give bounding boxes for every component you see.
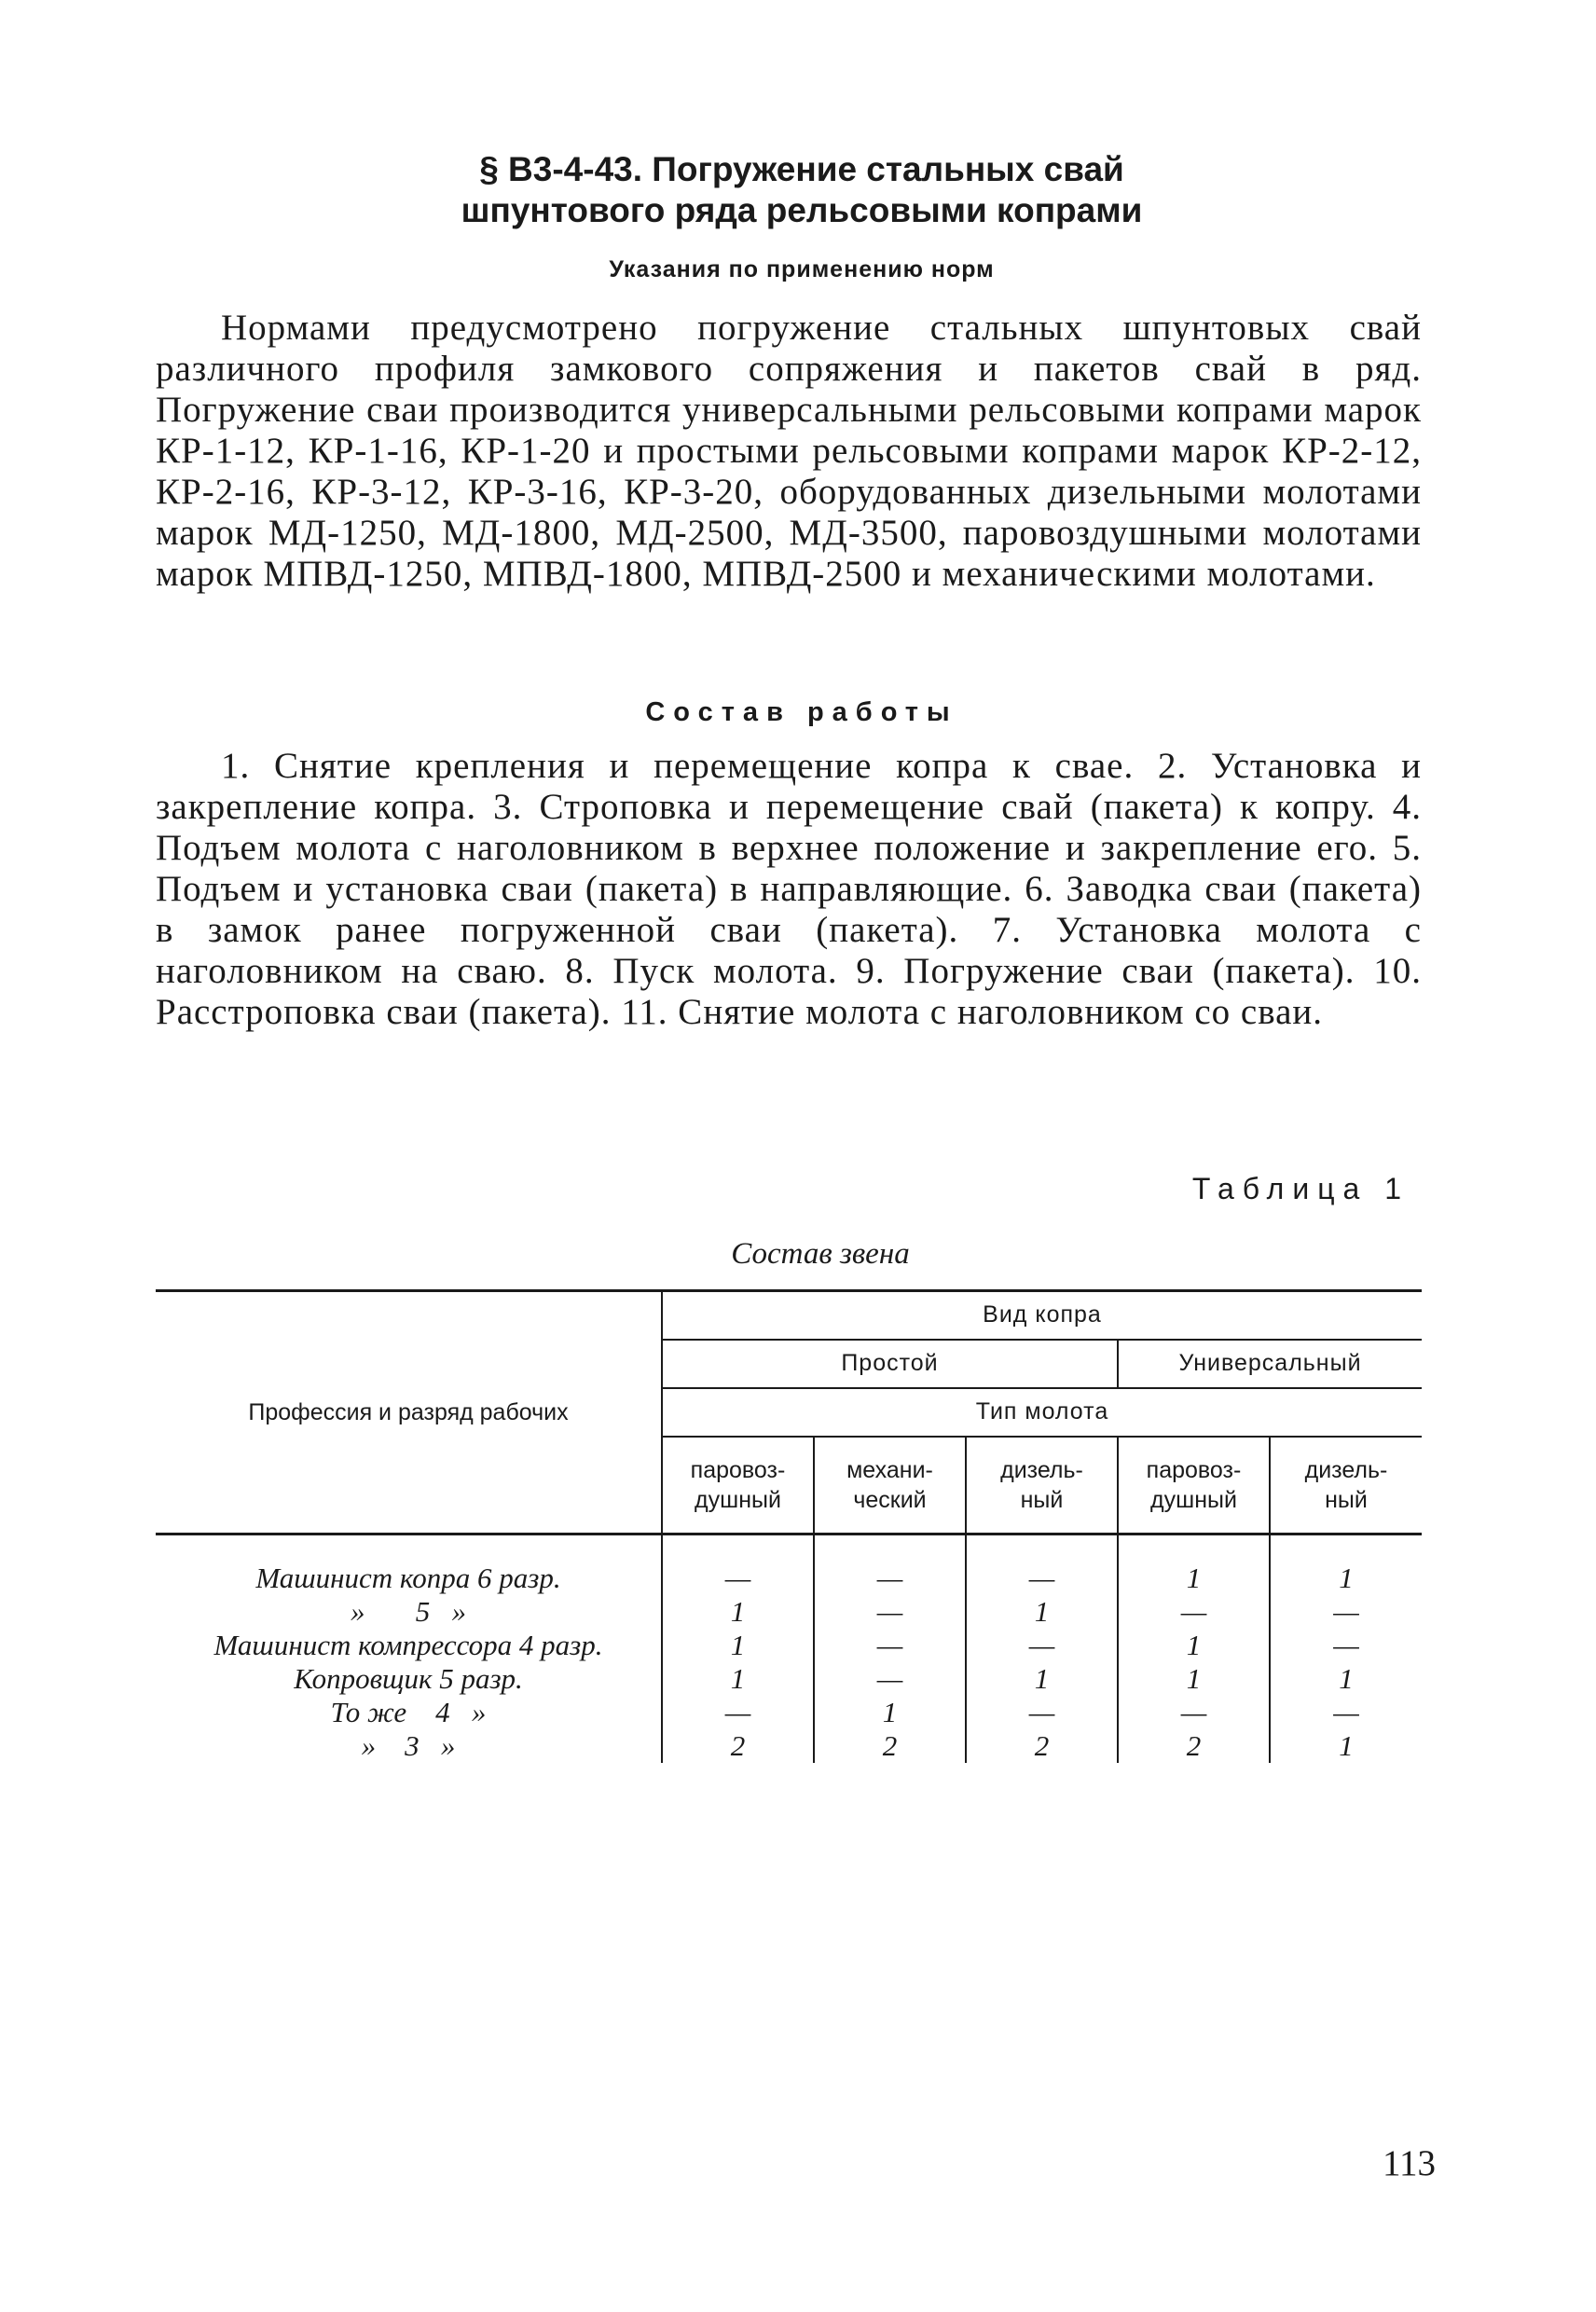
table-cell: 1 [1270,1534,1422,1596]
table-caption: Состав звена [731,1237,910,1271]
section-title [280,149,1324,231]
table-cell: 1 [662,1662,814,1696]
row-profession: » 3 » [361,1729,456,1762]
intro-paragraph: Нормами предусмотрено погружение стальных шпунтовых свай различного профиля замкового сопряжения и пакетов свай в ряд. Погружение сваи производится универсальными рельсовыми копрами марок КР-1-12, КР-1-16, КР-1-20 и простыми рельсовыми копрами марок КР-2-12, КР-2-16, КР-3-12, КР-3-16, КР-3-20, оборудованных дизельными молотами марок МД-1250, МД-1800, МД-2500, МД-3500, паровоздушными молотами марок МПВД-1250, МПВД-1800, МПВД-2500 и механическими молотами. [156,308,1422,594]
table-label: Таблица 1 [1191,1172,1410,1205]
header-col-mechanical: механи- ческий [814,1437,966,1534]
table-cell: — [814,1629,966,1662]
row-profession: Копровщик 5 разр. [294,1662,523,1695]
table-row [156,1696,1422,1729]
table-row [156,1595,1422,1629]
table-cell: — [1270,1595,1422,1629]
work-paragraph: 1. Снятие крепления и перемещение копра к свае. 2. Установка и закрепление копра. 3. Строповка и перемещение свай (пакета) к копру. 4. Подъем молота с наголовником в верхнее положение и закрепление его. 5. Подъем и установка сваи (пакета) в направляющие. 6. Заводка сваи (пакета) в замок ранее погруженной сваи (пакета). 7. Установка молота с наголовником на сваю. 8. Пуск молота. 9. Погружение сваи (пакета). 10. Расстроповка сваи (пакета). 11. Снятие молота с наголовником со сваи. [156,746,1422,1032]
page-number: 113 [1382,2143,1436,2183]
section-subtitle: Указания по применению норм [609,256,995,282]
row-profession: » 5 » [351,1595,466,1628]
header-hammer-type: Тип молота [662,1388,1422,1437]
table-cell: — [1118,1696,1270,1729]
table-cell: — [662,1696,814,1729]
row-profession: То же 4 » [330,1696,487,1728]
table-cell: 1 [662,1595,814,1629]
table-cell: — [1270,1696,1422,1729]
table-cell: 1 [662,1629,814,1662]
header-simple: Простой [662,1340,1118,1388]
table-cell: — [966,1629,1118,1662]
table-cell: — [1118,1595,1270,1629]
header-col-diesel-universal: дизель- ный [1270,1437,1422,1534]
table-row [156,1729,1422,1763]
table-cell: 2 [1118,1729,1270,1763]
table-cell: 1 [1118,1629,1270,1662]
section-title-line-2: шпунтового ряда рельсовыми копрами [461,191,1143,229]
header-col-diesel-simple: дизель- ный [966,1437,1118,1534]
header-profession: Профессия и разряд рабочих [156,1291,662,1534]
table-cell: — [814,1534,966,1596]
header-rig-type: Вид копра [662,1291,1422,1340]
table-cell: — [814,1595,966,1629]
header-col-steam-air-universal: паровоз- душный [1118,1437,1270,1534]
table-cell: 1 [1270,1729,1422,1763]
table-cell: 2 [966,1729,1118,1763]
header-col-steam-air-simple: паровоз- душный [662,1437,814,1534]
section-title-line-1: § В3-4-43. Погружение стальных свай [479,150,1124,188]
table-cell: 1 [814,1696,966,1729]
table-row [156,1629,1422,1662]
table-cell: 1 [966,1662,1118,1696]
table-cell: — [814,1662,966,1696]
header-universal: Универсальный [1118,1340,1422,1388]
table-cell: 1 [966,1595,1118,1629]
crew-table [156,1289,1422,1763]
table-cell: 1 [1118,1534,1270,1596]
table-cell: — [1270,1629,1422,1662]
table-cell: 2 [662,1729,814,1763]
table-row [156,1662,1422,1696]
table-cell: — [662,1534,814,1596]
table-row [156,1534,1422,1596]
row-profession: Машинист копра 6 разр. [255,1562,561,1594]
table-cell: — [966,1696,1118,1729]
table-cell: 1 [1270,1662,1422,1696]
table-cell: — [966,1534,1118,1596]
table-cell: 2 [814,1729,966,1763]
row-profession: Машинист компрессора 4 разр. [213,1629,603,1661]
work-heading: Состав работы [645,697,958,727]
table-cell: 1 [1118,1662,1270,1696]
